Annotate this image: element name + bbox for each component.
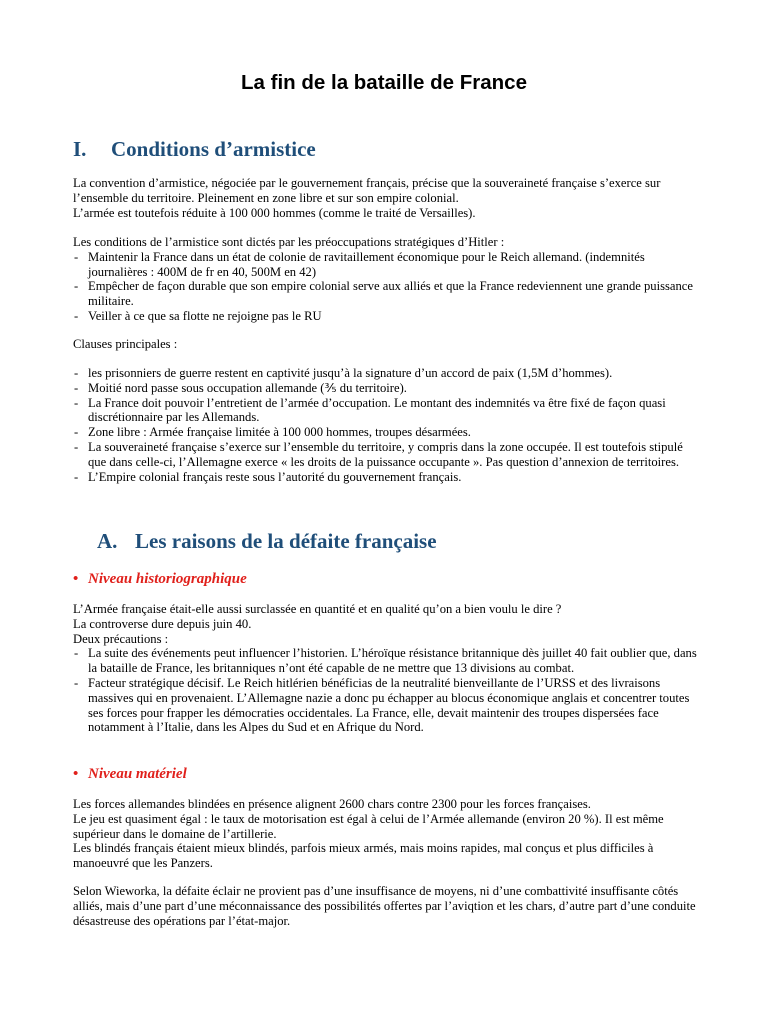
section-heading-text: Les raisons de la défaite française xyxy=(135,529,437,553)
paragraph: Les blindés français étaient mieux blindés, parfois mieux armés, mais moins rapides, mal conçus et plus difficiles à manoeuvré que les Panzers. xyxy=(73,841,654,871)
armistice-intro xyxy=(73,176,698,220)
section-heading-raisons xyxy=(97,528,437,554)
historiographique-body xyxy=(73,602,698,735)
list-item: - Zone libre : Armée française limitée à 100 000 hommes, troupes désarmées. xyxy=(74,425,471,440)
clauses-block xyxy=(73,366,698,484)
clauses-list xyxy=(73,366,698,484)
bullet-icon: • xyxy=(73,766,79,782)
list-item: - Veiller à ce que sa flotte ne rejoigne pas le RU xyxy=(74,308,322,323)
list-item: - les prisonniers de guerre restent en captivité jusqu’à la signature d’un accord de paix (1,5M d’hommes). xyxy=(74,366,613,380)
section-number: I. xyxy=(73,137,87,161)
paragraph: Les conditions de l’armistice sont dictés par les préoccupations stratégiques d’Hitler : xyxy=(73,235,505,249)
section-heading-conditions xyxy=(73,136,316,162)
list-item: - L’Empire colonial français reste sous l’autorité du gouvernement français. xyxy=(74,469,462,484)
subheading-materiel: • Niveau matériel xyxy=(73,766,187,782)
armistice-conditions xyxy=(73,235,698,324)
paragraph: Le jeu est quasiment égal : le taux de motorisation est égal à celui de l’Armée allemande (environ 20 %). Il est même supérieur dans le domaine de l’artillerie. xyxy=(73,811,664,841)
list-item: - Maintenir la France dans un état de colonie de ravitaillement économique pour le Reich allemand. (indemnités journalières : 400M de fr en 40, 500M en 42) xyxy=(74,249,645,279)
list-item: - Facteur stratégique décisif. Le Reich hitlérien bénéficias de la neutralité bienveillante de l’URSS et des livraisons massives qui en provenaient. L’Allemagne nazie a donc pu échapper au blocus économique anglais et concentrer toutes ses forces pour frapper les démocraties occidentales. La France, elle, devait maintenir des troupes dispersées face notamment à l’Italie, dans les Alpes du Sud et en Afrique du Nord. xyxy=(74,675,690,735)
conclusion-paragraph: Selon Wieworka, la défaite éclair ne provient pas d’une insuffisance de moyens, ni d’une combattivité insuffisante côtés alliés, mais d’une part d’une méconnaissance des possibilités offertes par l’aviqtion et les chars, d’autre part d’une conduite désastreuse des opérations par l’état-major. xyxy=(73,884,696,928)
paragraph: L’Armée française était-elle aussi surclassée en quantité et en qualité qu’on a bien voulu le dire ? xyxy=(73,602,562,616)
list-item: - La France doit pouvoir l’entretient de l’armée d’occupation. Le montant des indemnités va être fixé de façon quasi discrétionnaire par les Allemands. xyxy=(74,395,666,425)
list-item: - La souveraineté française s’exerce sur l’ensemble du territoire, y compris dans la zone occupée. Il est toutefois stipulé que dans celle-ci, l’Allemagne exerce « les droits de la puissance occupante ». Pas question d’annexion de territoires. xyxy=(74,439,683,469)
page-title: La fin de la bataille de France xyxy=(241,71,527,94)
list-item: - Empêcher de façon durable que son empire colonial serve aux alliés et que la France redeviennent une grande puissance militaire. xyxy=(74,279,693,309)
clauses-lead: Clauses principales : xyxy=(73,337,178,351)
section-heading-text: Conditions d’armistice xyxy=(111,137,316,161)
paragraph: La convention d’armistice, négociée par le gouvernement français, précise que la souveraineté française s’exerce sur l’ensemble du territoire. Pleinement en zone libre et sur son empire colonial. xyxy=(73,176,661,205)
section-number: A. xyxy=(97,529,118,553)
paragraph: L’armée est toutefois réduite à 100 000 hommes (comme le traité de Versailles). xyxy=(73,205,476,220)
subheading-historiographique: • Niveau historiographique xyxy=(73,571,247,587)
materiel-body xyxy=(73,797,698,871)
paragraph: La controverse dure depuis juin 40. xyxy=(73,616,252,631)
bullet-icon: • xyxy=(73,571,79,587)
list-item: - Moitié nord passe sous occupation allemande (⅗ du territoire). xyxy=(74,380,407,395)
precautions-list xyxy=(73,646,698,735)
paragraph: Deux précautions : xyxy=(73,631,169,646)
paragraph: Les forces allemandes blindées en présence alignent 2600 chars contre 2300 pour les forces françaises. xyxy=(73,797,591,811)
conditions-list xyxy=(73,250,698,324)
list-item: - La suite des événements peut influencer l’historien. L’héroïque résistance britannique dès juillet 40 fait oublier que, dans la bataille de France, les britanniques n’ont été capable de ne mettre que 13 divisions au combat. xyxy=(74,646,697,676)
